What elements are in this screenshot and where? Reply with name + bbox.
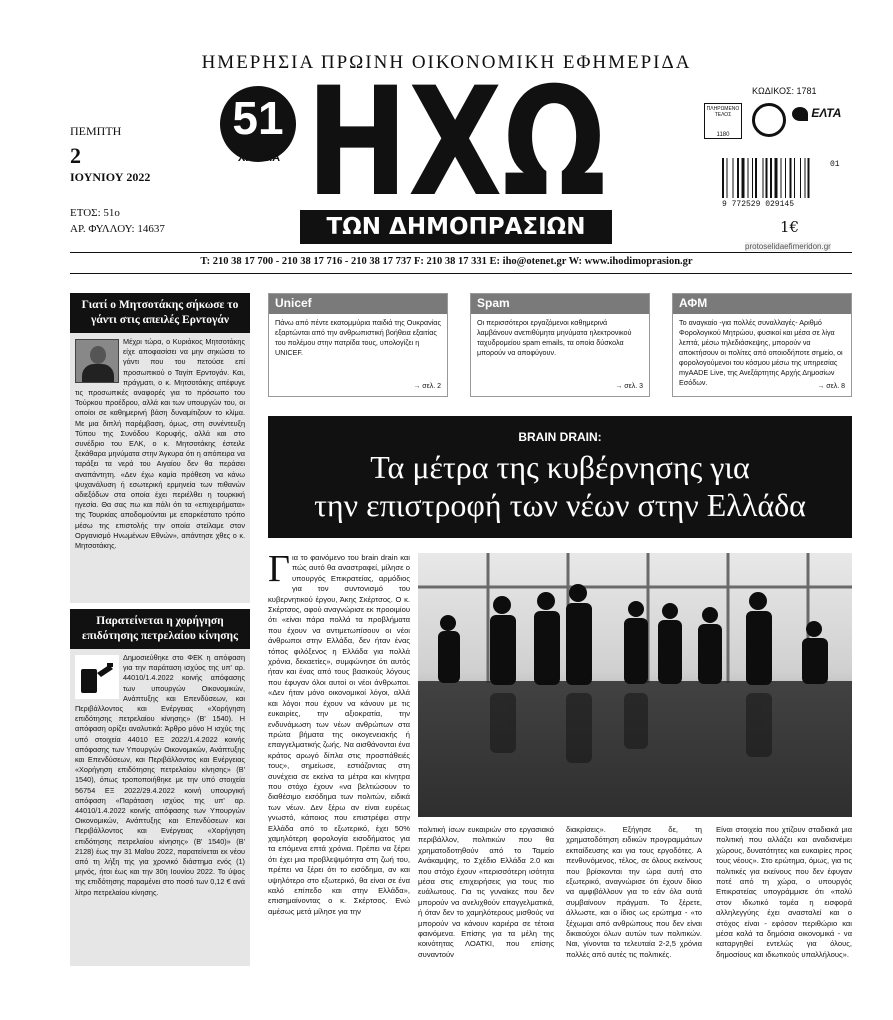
postage-stamp-text: ΠΛΗΡΩΜΕΝΟ ΤΕΛΟΣ: [706, 106, 740, 118]
teaser-page-link[interactable]: → σελ. 8: [817, 383, 845, 390]
fuel-pump-icon: [75, 655, 119, 699]
barcode-bar: [763, 158, 764, 198]
masthead-title-graphic: [300, 62, 612, 208]
lead-headline-box: [268, 416, 852, 538]
sidebar-article-erdogan: [70, 293, 250, 603]
barcode-bar: [805, 158, 806, 198]
lead-kicker: BRAIN DRAIN:: [518, 430, 602, 444]
lead-column-4: Είναι στοιχεία που χτίζουν σταδιακά μια πολιτική που αλλάζει και αναδιανέμει χώρους, δυνατότητες και ευκαιρίες προς τους νέους». Στο ερώτημα, όμως, για τις πολιτικές για εκείνους που δεν έφυγαν ποτέ από τη χώρα, ο υπουργός Επικρατείας υπογράμμισε ότι «πολύ στον ιδιωτικό τομέα η εισφορά αλληλεγγύης έχει ανασταλεί και ο στόχος είναι - εφόσον περιθώριο και μέσα καλά τα δημόσια οικονομικά - να καταργηθεί εντελώς για όλους, δημοσίους και ιδιωτικούς υπαλλήλους».: [716, 825, 852, 959]
barcode-bar: [781, 158, 782, 198]
sidebar-article-title: Παρατείνεται η χορήγηση επιδότησης πετρελαίου κίνησης: [70, 609, 250, 649]
barcode-number: 9 772529 029145: [722, 200, 795, 209]
contact-line: T: 210 38 17 700 - 210 38 17 716 - 210 38 17 737 F: 210 38 17 331 E: iho@otenet.gr W: www.ihodimoprasion.gr: [200, 256, 693, 267]
barcode-bar: [755, 158, 757, 198]
postage-stamp-number: 1180: [716, 132, 730, 138]
barcode-bar: [748, 158, 749, 198]
elta-logo: [792, 106, 841, 121]
price: 1€: [780, 218, 800, 236]
teaser-title: Spam: [471, 294, 649, 314]
teaser-text: Οι περισσότεροι εργαζόμενοι καθημερινά λαμβάνουν ανεπιθύμητα μηνύματα ηλεκτρονικού ταχυδρομείου spam emails, τα οποία δύσκολα μπορούν να αποφύγουν.: [477, 318, 632, 357]
divider: [70, 252, 852, 253]
teaser-text: Το αναγκαίο -για πολλές συναλλαγές- Αριθμό Φορολογικού Μητρώου, φυσικοί και μέσα σε λίγα λεπτά, μέσω τηλεδιάσκεψης, μπορούν να αποκτήσουν οι πολίτες από οποιοδήποτε σημείο, οι φορολογούμενοι του κόσμου μέσω της υπηρεσίας myAADE Live, της Ανεξάρτητης Αρχής Δημοσίων Εσόδων.: [679, 318, 843, 387]
barcode-bar: [785, 158, 786, 198]
lead-title-line-1: Τα μέτρα της κυβέρνησης για: [370, 449, 750, 485]
barcode-bar: [770, 158, 772, 198]
masthead-subtitle: ΤΩΝ ΔΗΜΟΠΡΑΣΙΩΝ: [300, 210, 612, 244]
sidebar-article-body: [70, 649, 250, 902]
teaser-title: ΑΦΜ: [673, 294, 851, 314]
anniversary-label: ΧΡΟΝΙΑ: [237, 152, 281, 164]
barcode-bar: [742, 158, 745, 198]
teaser-page-link[interactable]: → σελ. 2: [413, 383, 441, 390]
lead-photo: [418, 553, 852, 817]
elta-label: ΕΛΤΑ: [811, 106, 842, 120]
issue-year: ΕΤΟΣ: 51ο: [70, 207, 120, 219]
issue-number: ΑΡ. ΦΥΛΛΟΥ: 14637: [70, 223, 165, 235]
lead-title-line-2: την επιστροφή των νέων στην Ελλάδα: [314, 487, 806, 523]
barcode-bar: [722, 158, 724, 198]
seal-icon: [752, 103, 786, 137]
barcode-bar: [752, 158, 753, 198]
barcode-bar: [808, 158, 810, 198]
newspaper-tagline: ΗΜΕΡΗΣΙΑ ΠΡΩΙΝΗ ΟΙΚΟΝΟΜΙΚΗ ΕΦΗΜΕΡΙΔΑ: [201, 52, 692, 73]
issue-month-year: ΙΟΥΝΙΟΥ 2022: [70, 170, 151, 184]
masthead-logo: [300, 62, 612, 208]
issue-day: ΠΕΜΠΤΗ: [70, 124, 122, 138]
barcode-bar: [737, 158, 739, 198]
lead-column-1: [268, 553, 410, 967]
barcode-bar: [766, 158, 768, 198]
barcode-bar: [800, 158, 801, 198]
barcode-extra: 01: [830, 160, 840, 169]
teaser-afm[interactable]: [672, 293, 852, 397]
portrait-photo: [75, 339, 119, 383]
teaser-spam[interactable]: [470, 293, 650, 397]
anniversary-badge: [220, 86, 296, 162]
teaser-page-link[interactable]: → σελ. 3: [615, 383, 643, 390]
sidebar-article-text: Δημοσιεύθηκε στο ΦΕΚ η απόφαση για την παράταση ισχύος της υπ' αρ. 44010/1.4.2022 κοινής απόφασης των υπουργών Οικονομικών, Ανάπτυξης και Επενδύσεων, και Περιβάλλοντος και Ενέργειας «Χορήγηση επιδότησης πετρελαίου κίνησης» (Β' 1540). Η απόφαση ορίζει αναλυτικά: Άρθρο μόνο Η ισχύς της υπό στοιχεία 44010 ΕΞ 2022/1.4.2022 κοινής απόφασης των Υπουργών Οικονομικών, Ανάπτυξης και Επενδύσεων, και Περιβάλλοντος και Ενέργειας «Χορήγηση επιδότησης πετρελαίου κίνησης» (Β' 1540), όπως τροποποιήθηκε με την υπό στοιχεία 56754 ΕΞ 2022/29.4.2022 κοινή υπουργική απόφαση «Παράταση ισχύος της υπ' αρ. 44010/1.4.2022 κοινής απόφασης των Υπουργών Οικονομικών, Ανάπτυξης και Επενδύσεων και Περιβάλλοντος και Ενέργειας «Χορήγηση επιδότησης πετρελαίου κίνησης» (Β' 1540)» (Β' 2128) έως την 31 Μαΐου 2022, παρατείνεται εκ νέου από τη λήξη της για χρονικό διάστημα ενός (1) μηνός, ήτοι έως και την 30η Ιουνίου 2022. Το ύψος της επιδότησης παραμένει στο ποσό των 0,12 € ανά λίτρο πετρελαίου κίνησης.: [75, 653, 245, 897]
lead-column-1-text: ια το φαινόμενο του brain drain και πώς αυτό θα αναστραφεί, μίλησε ο υπουργός Επικρατείας, αρμόδιος για τον συντονισμό του κυβερνητικού έργου, Άκης Σκέρτσος. Ο κ. Σκέρτσος, αφού αναγνώρισε εκ προοιμίου ότι «είναι πάρα πολλά τα προβλήματα που έχουν να αντιμετωπίσουν οι νέοι άνθρωποι στην Ελλάδα, δεν ήταν ένας τόπος φιλόξενος η Ελλάδα για πολλά χρόνια, δεκαετίες», συμφώνησε ότι αυτός ήταν και ένας από τους βασικούς λόγους που έφυγαν όλοι αυτοί οι νέοι άνθρωποι. «Δεν ήταν μόνο οικονομικοί λόγοι, αλλά και λόγοι που έχουν να κάνουν με τις ευκαιρίες, την αξιοκρατία, την ενδυνάμωση των νέων ανθρώπων στα πρώτα βήματα της οικογενειακής ή επαγγελματικής ζωής. Να αισθάνονται ένα κράτος αρωγό δίπλα στις προσπάθειές τους», σημείωσε, εστιάζοντας στη συνέχεια σε εκείνα τα μέτρα και κίνητρα που στόχο έχουν «να βελτιώσουν το διαθέσιμο εισόδημα των πολιτών, ειδικά των νέων. Δεν ξέρω αν είναι ευρέως γνωστό, κάποιος που επιστρέφει στην Ελλάδα από το εξωτερικό, έχει 50% χαμηλότερη φορολογία εισοδήματος για τα επόμενα επτά χρόνια. Πρέπει να ξέρει ότι έχει μια προβλεψιμότητα στη ζωή του, πρέπει να ξέρει ότι το εισόδημα, αν και υψηλότερο στο εξωτερικό, θα είναι σε ένα καλό επίπεδο και στην Ελλάδα», επισημαίνοντας ο κ. Σκέρτσος. Ενώ αμέσως μετά μίλησε για την: [268, 553, 410, 916]
barcode-bar: [727, 158, 728, 198]
teaser-title: Unicef: [269, 294, 447, 314]
lead-dropcap: Γ: [268, 553, 290, 590]
business-meeting-photo: [418, 553, 852, 817]
postage-stamp: [704, 103, 742, 139]
source-credit: protoselidaefimeridon.gr: [745, 242, 831, 251]
teaser-unicef[interactable]: [268, 293, 448, 397]
barcode-bar: [733, 158, 734, 198]
sidebar-article-body: [70, 333, 250, 555]
anniversary-number: 51: [232, 92, 284, 144]
bird-icon: [792, 107, 808, 121]
barcode-bar: [794, 158, 795, 198]
sidebar-article-fuel: [70, 609, 250, 966]
teaser-text: Πάνω από πέντε εκατομμύρια παιδιά της Ουκρανίας εξαρτώνται από την ανθρωπιστική βοήθεια εξαιτίας του πολέμου στην πατρίδα τους, υπολογίζει η UNICEF.: [275, 318, 441, 357]
lead-column-3: διακρίσεις». Εξήγησε δε, τη χρηματοδότηση ειδικών προγραμμάτων εκπαίδευσης και για τους εργοδότες. Α πενθυνόμενος, τέλος, σε όλους εκείνους που βρίσκονται την ώρα αυτή στο εξωτερικό, αναγνώρισε ότι έχουν δίκιο να αμφιβάλλουν για το εάν όλα αυτά συμβαίνουν πράγματι. Το ξέρετε, άλλωστε, και ο ίδιος ως ερώτημα - «το ξέχωμαι από ανθρώπους που δεν είναι δικαιούχοι όλων αυτών των πολιτικών. Ναι, γίνονται τα τελευταία 2-2,5 χρόνια πολλές από αυτές τις πολιτικές.: [566, 825, 702, 959]
sidebar-article-title: Γιατί ο Μητσοτάκης σήκωσε το γάντι στις απειλές Ερντογάν: [70, 293, 250, 333]
publication-code: ΚΩΔΙΚΟΣ: 1781: [752, 86, 817, 96]
masthead-title: ΗΧΩ: [306, 62, 606, 208]
divider: [70, 273, 852, 274]
lead-column-2: πολιτική ίσων ευκαιριών στο εργασιακό περιβάλλον, πολιτικών που θα χρηματοδοτηθούν από το Ταμείο Ανάκαμψης, το Σχέδιο Ελλάδα 2.0 και που στόχο έχουν «περισσότερη ισότητα μέσα στις επιχειρήσεις για τους πιο ευάλωτους. Για τις γυναίκες που δεν μπορούν να ανελιχθούν επαγγελματικά, ή όταν δεν το χαμηλότερους μισθούς να μπορούν να κάνουν καριέρα σε τέτοια φαινόμενα. Επίσης για τα μέλη της κοινότητας ΛΟΑΤΚΙ, που επίσης συναντούν: [418, 825, 554, 959]
barcode-bar: [775, 158, 778, 198]
sidebar-article-text: Μέχρι τώρα, ο Κυριάκος Μητσοτάκης είχε αποφασίσει να μην σηκώσει το γάντι που του πετούσε επί προσωπικού ο Ταγίπ Ερντογάν. Και, πράγματι, ο κ. Μητσοτάκης απέφυγε τις προσωπικές αναφορές για το πρόσωπο του Τούρκου προέδρου, αλλά και των υπουργών του, οι οποίοι σε καθημερινή βάση δυναμίτιζουν το κλίμα. Με μια διπλή παρέμβαση, όμως, στη συνέντευξη Τύπου της Συνόδου Κορυφής, αλλά και στο συνέδριο του ΕΛΚ, ο κ. Μητσοτάκης έστειλε ξεκάθαρα μηνύματα στην Άγκυρα ότι η απόπειρα να ταράξει τα νερά του Αιγαίου δεν θα περάσει αναπάντητη. «Δεν έχω καμία πρόθεση να κάνω ψυχανάλυση ή εσωτερική ερμηνεία των πιθανών αδιεξόδων στα οποία έχει περιέλθει η τουρκική ηγεσία. Θα σας πω και πάλι ότι τα «επιχειρήματα» της Τουρκίας αποδομούνται με επαρκέστατο τρόπο μέσω της επιστολής την οποία στείλαμε στον Οργανισμό Ηνωμένων Εθνών», απάντησε χθες ο κ. Μητσοτάκης.: [75, 337, 245, 551]
issue-date-number: 2: [70, 143, 81, 168]
barcode-bar: [790, 158, 792, 198]
barcode: [722, 158, 830, 198]
